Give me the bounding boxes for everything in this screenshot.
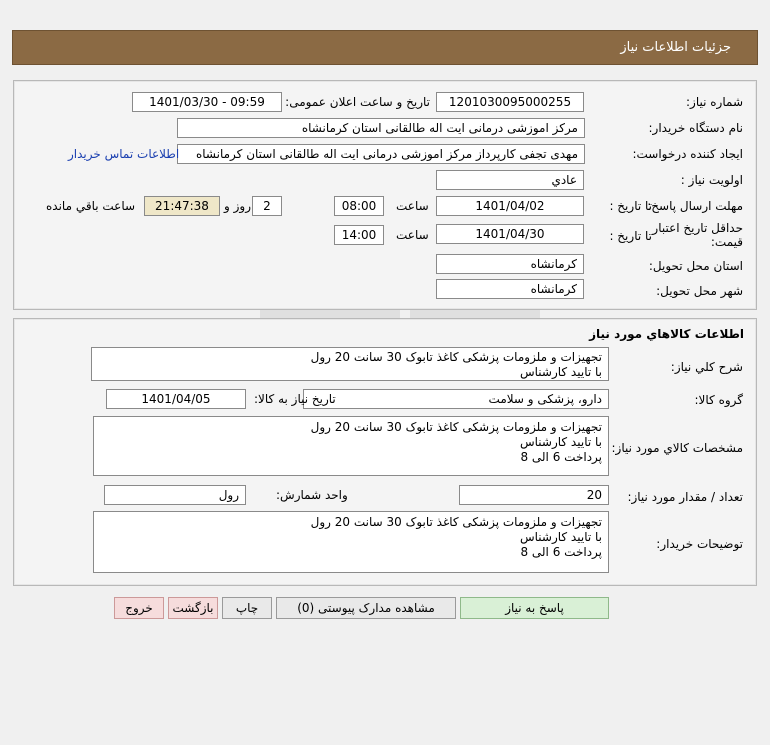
buyer-org-field: مرکز اموزشی درمانی ایت اله طالقانی استان کرمانشاه xyxy=(177,118,585,138)
goods-section-title: اطلاعات کالاهاي مورد نياز xyxy=(589,327,744,341)
goods-specs-label: مشخصات کالاي مورد نياز: xyxy=(611,441,743,455)
goods-group-field: دارو، پزشکی و سلامت xyxy=(303,389,609,409)
remaining-time-field: 21:47:38 xyxy=(144,196,220,216)
deadline-to-date-label: تا تاریخ : xyxy=(609,199,652,213)
unit-label: واحد شمارش: xyxy=(276,488,348,502)
delivery-city-label: شهر محل تحویل: xyxy=(656,284,743,298)
quantity-field: 20 xyxy=(459,485,609,505)
validity-date-field: 1401/04/30 xyxy=(436,224,584,244)
deadline-date-field: 1401/04/02 xyxy=(436,196,584,216)
need-number-label: شماره نیاز: xyxy=(686,95,743,109)
need-date-field: 1401/04/05 xyxy=(106,389,246,409)
buyer-contact-link[interactable]: اطلاعات تماس خریدار xyxy=(68,147,180,161)
announce-datetime-label: تاریخ و ساعت اعلان عمومی: xyxy=(285,95,430,109)
details-title-bar xyxy=(12,30,758,65)
summary-label: شرح کلي نياز: xyxy=(670,360,743,374)
print-button[interactable]: چاپ xyxy=(222,597,272,619)
deadline-time-label: ساعت xyxy=(396,199,429,213)
need-date-label: تاریخ نیاز به کالا: xyxy=(254,392,336,406)
goods-group-label: گروه کالا: xyxy=(694,393,743,407)
page-title: جزئیات اطلاعات نیاز xyxy=(620,40,731,55)
deadline-label: مهلت ارسال پاسخ: xyxy=(647,199,743,213)
deadline-time-field: 08:00 xyxy=(334,196,384,216)
announce-datetime-field: 1401/03/30 - 09:59 xyxy=(132,92,282,112)
view-attachments-button[interactable]: مشاهده مدارک پیوستی (0) xyxy=(276,597,456,619)
buyer-description-label: توضیحات خریدار: xyxy=(656,537,743,551)
validity-time-label: ساعت xyxy=(396,228,429,242)
need-info-panel xyxy=(13,80,757,310)
price-validity-label-2: قیمت: xyxy=(710,235,743,249)
delivery-city-field: کرمانشاه xyxy=(436,279,584,299)
price-validity-label-1: حداقل تاریخ اعتبار xyxy=(652,221,743,235)
buyer-org-label: نام دستگاه خریدار: xyxy=(648,121,743,135)
goods-specs-field: تجهیزات و ملزومات پزشکی کاغذ تابوک 30 سانت 20 رول با تایید کارشناس پرداخت 6 الی 8 xyxy=(93,416,609,476)
validity-to-date-label: تا تاریخ : xyxy=(609,229,652,243)
need-number-field: 1201030095000255 xyxy=(436,92,584,112)
buyer-description-field: تجهیزات و ملزومات پزشکی کاغذ تابوک 30 سانت 20 رول با تایید کارشناس پرداخت 6 الی 8 xyxy=(93,511,609,573)
request-creator-label: ایجاد کننده درخواست: xyxy=(632,147,743,161)
unit-field: رول xyxy=(104,485,246,505)
reply-to-need-button[interactable]: پاسخ به نیاز xyxy=(460,597,609,619)
exit-button[interactable]: خروج xyxy=(114,597,164,619)
priority-label: اولویت نیاز : xyxy=(680,173,743,187)
request-creator-field: مهدی تجفی کارپرداز مرکز اموزشی درمانی ایت اله طالقانی استان کرمانشاه xyxy=(177,144,585,164)
remaining-days-label: روز و xyxy=(224,199,251,213)
delivery-province-field: کرمانشاه xyxy=(436,254,584,274)
summary-field: تجهیزات و ملزومات پزشکی کاغذ تابوک 30 سانت 20 رول با تایید کارشناس xyxy=(91,347,609,381)
quantity-label: تعداد / مقدار مورد نیاز: xyxy=(627,490,743,504)
priority-field: عادي xyxy=(436,170,584,190)
delivery-province-label: استان محل تحویل: xyxy=(648,259,743,273)
back-button[interactable]: بازگشت xyxy=(168,597,218,619)
remaining-time-label: ساعت باقي مانده xyxy=(46,199,136,213)
validity-time-field: 14:00 xyxy=(334,225,384,245)
remaining-days-field: 2 xyxy=(252,196,282,216)
